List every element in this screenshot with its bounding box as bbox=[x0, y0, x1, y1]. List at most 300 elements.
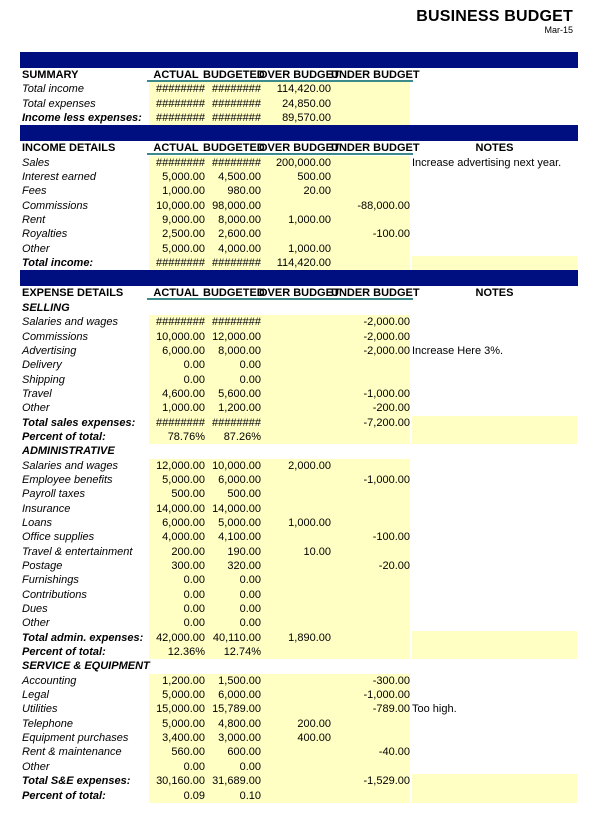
cell-under-budget[interactable]: -300.00 bbox=[331, 674, 410, 688]
cell-under-budget[interactable] bbox=[331, 789, 410, 803]
cell-actual[interactable]: 0.00 bbox=[149, 760, 205, 774]
row-label: Contributions bbox=[22, 588, 87, 601]
cell-over-budget[interactable]: 10.00 bbox=[261, 545, 331, 559]
row-label: Advertising bbox=[22, 344, 77, 357]
cell-under-budget[interactable] bbox=[331, 545, 410, 559]
cell-budgeted[interactable]: ######## bbox=[205, 156, 261, 170]
cell-budgeted[interactable]: 0.00 bbox=[205, 373, 261, 387]
subsection-heading-row bbox=[20, 659, 578, 673]
col-actual-header: ACTUAL bbox=[147, 68, 205, 82]
cell-note[interactable] bbox=[412, 588, 577, 602]
cell-under-budget[interactable] bbox=[331, 97, 410, 111]
column-header-row bbox=[20, 68, 578, 82]
row-label: Percent of total: bbox=[22, 789, 106, 802]
table-row bbox=[20, 559, 578, 573]
table-row bbox=[20, 373, 578, 387]
row-label: Income less expenses: bbox=[22, 112, 142, 125]
cell-actual[interactable]: 0.09 bbox=[149, 789, 205, 803]
cell-over-budget[interactable] bbox=[261, 688, 331, 702]
cell-note[interactable] bbox=[412, 416, 577, 430]
cell-note[interactable] bbox=[412, 530, 577, 544]
cell-over-budget[interactable] bbox=[261, 358, 331, 372]
cell-budgeted[interactable]: 5,000.00 bbox=[205, 516, 261, 530]
cell-budgeted[interactable]: 4,100.00 bbox=[205, 530, 261, 544]
cell-note[interactable] bbox=[412, 373, 577, 387]
cell-note[interactable] bbox=[412, 502, 577, 516]
cell-budgeted[interactable]: 1,200.00 bbox=[205, 401, 261, 415]
cell-note[interactable] bbox=[412, 789, 577, 803]
cell-over-budget[interactable]: 500.00 bbox=[261, 170, 331, 184]
cell-actual[interactable]: 5,000.00 bbox=[149, 170, 205, 184]
cell-note[interactable] bbox=[412, 645, 577, 659]
cell-actual[interactable]: 1,000.00 bbox=[149, 401, 205, 415]
cell-under-budget[interactable]: -789.00 bbox=[331, 702, 410, 716]
cell-under-budget[interactable]: -7,200.00 bbox=[331, 416, 410, 430]
cell-actual[interactable]: 300.00 bbox=[149, 559, 205, 573]
cell-over-budget[interactable]: 400.00 bbox=[261, 731, 331, 745]
row-label: Utilities bbox=[22, 703, 58, 716]
cell-under-budget[interactable]: -100.00 bbox=[331, 530, 410, 544]
total-row bbox=[20, 256, 578, 270]
cell-actual[interactable]: 1,000.00 bbox=[149, 184, 205, 198]
cell-over-budget[interactable] bbox=[261, 702, 331, 716]
cell-actual[interactable]: 0.00 bbox=[149, 602, 205, 616]
cell-actual[interactable]: 0.00 bbox=[149, 588, 205, 602]
cell-actual[interactable]: 0.00 bbox=[149, 573, 205, 587]
cell-over-budget[interactable] bbox=[261, 227, 331, 241]
cell-under-budget[interactable]: -2,000.00 bbox=[331, 315, 410, 329]
cell-budgeted[interactable]: 0.00 bbox=[205, 588, 261, 602]
cell-over-budget[interactable] bbox=[261, 344, 331, 358]
cell-over-budget[interactable] bbox=[261, 401, 331, 415]
cell-note[interactable] bbox=[412, 760, 577, 774]
cell-actual[interactable]: ######## bbox=[149, 416, 205, 430]
col-actual-header: ACTUAL bbox=[147, 286, 205, 300]
row-label: Total sales expenses: bbox=[22, 416, 136, 429]
cell-actual[interactable]: 0.00 bbox=[149, 373, 205, 387]
cell-over-budget[interactable] bbox=[261, 645, 331, 659]
table-row bbox=[20, 199, 578, 213]
row-label: Royalties bbox=[22, 228, 68, 241]
section-heading: EXPENSE DETAILS bbox=[22, 287, 124, 300]
cell-actual[interactable]: 10,000.00 bbox=[149, 330, 205, 344]
row-label: Other bbox=[22, 402, 50, 415]
row-label: Sales bbox=[22, 156, 50, 169]
cell-note[interactable] bbox=[412, 184, 577, 198]
cell-under-budget[interactable] bbox=[331, 645, 410, 659]
cell-budgeted[interactable]: 8,000.00 bbox=[205, 344, 261, 358]
cell-over-budget[interactable] bbox=[261, 530, 331, 544]
cell-under-budget[interactable] bbox=[331, 213, 410, 227]
row-label: Salaries and wages bbox=[22, 459, 119, 472]
cell-over-budget[interactable] bbox=[261, 602, 331, 616]
cell-under-budget[interactable] bbox=[331, 760, 410, 774]
cell-actual[interactable]: 3,400.00 bbox=[149, 731, 205, 745]
col-under-budget-header: UNDER BUDGET bbox=[331, 287, 420, 300]
cell-budgeted[interactable]: 40,110.00 bbox=[205, 631, 261, 645]
page-title: BUSINESS BUDGET bbox=[416, 8, 573, 25]
cell-over-budget[interactable] bbox=[261, 559, 331, 573]
cell-note[interactable] bbox=[412, 717, 577, 731]
cell-actual[interactable]: 5,000.00 bbox=[149, 688, 205, 702]
cell-note[interactable] bbox=[412, 199, 577, 213]
cell-under-budget[interactable]: -1,000.00 bbox=[331, 688, 410, 702]
table-row bbox=[20, 545, 578, 559]
cell-over-budget[interactable]: 114,420.00 bbox=[261, 256, 331, 270]
row-label: Rent & maintenance bbox=[22, 746, 122, 759]
cell-note[interactable]: Increase Here 3%. bbox=[412, 344, 504, 357]
cell-over-budget[interactable] bbox=[261, 674, 331, 688]
cell-budgeted[interactable]: 0.00 bbox=[205, 760, 261, 774]
table-row bbox=[20, 702, 578, 716]
cell-under-budget[interactable] bbox=[331, 184, 410, 198]
row-label: Insurance bbox=[22, 502, 71, 515]
cell-note[interactable] bbox=[412, 213, 577, 227]
date-label: Mar-15 bbox=[544, 25, 573, 35]
cell-actual[interactable]: 500.00 bbox=[149, 487, 205, 501]
section-heading: INCOME DETAILS bbox=[22, 142, 116, 155]
cell-budgeted[interactable]: 12.74% bbox=[205, 645, 261, 659]
cell-over-budget[interactable] bbox=[261, 616, 331, 630]
row-label: Legal bbox=[22, 689, 49, 702]
cell-actual[interactable]: 9,000.00 bbox=[149, 213, 205, 227]
cell-under-budget[interactable]: -40.00 bbox=[331, 745, 410, 759]
cell-over-budget[interactable] bbox=[261, 789, 331, 803]
cell-budgeted[interactable]: ######## bbox=[205, 82, 261, 96]
col-budgeted-header: BUDGETED bbox=[203, 287, 265, 300]
cell-budgeted[interactable]: 0.00 bbox=[205, 358, 261, 372]
cell-note[interactable] bbox=[412, 315, 577, 329]
cell-actual[interactable]: 14,000.00 bbox=[149, 502, 205, 516]
cell-budgeted[interactable]: 15,789.00 bbox=[205, 702, 261, 716]
cell-actual[interactable]: 5,000.00 bbox=[149, 473, 205, 487]
subsection-heading: ADMINISTRATIVE bbox=[22, 445, 115, 458]
cell-under-budget[interactable] bbox=[331, 373, 410, 387]
cell-actual[interactable]: 2,500.00 bbox=[149, 227, 205, 241]
cell-under-budget[interactable] bbox=[331, 242, 410, 256]
cell-over-budget[interactable] bbox=[261, 473, 331, 487]
cell-actual[interactable]: 12,000.00 bbox=[149, 459, 205, 473]
cell-actual[interactable]: 10,000.00 bbox=[149, 199, 205, 213]
subsection-heading: SELLING bbox=[22, 301, 70, 314]
cell-budgeted[interactable]: 8,000.00 bbox=[205, 213, 261, 227]
cell-actual[interactable]: 12.36% bbox=[149, 645, 205, 659]
cell-over-budget[interactable] bbox=[261, 430, 331, 444]
cell-actual[interactable]: 0.00 bbox=[149, 616, 205, 630]
table-row bbox=[20, 170, 578, 184]
cell-over-budget[interactable] bbox=[261, 573, 331, 587]
cell-budgeted[interactable]: 3,000.00 bbox=[205, 731, 261, 745]
cell-under-budget[interactable] bbox=[331, 111, 410, 125]
cell-under-budget[interactable] bbox=[331, 502, 410, 516]
cell-over-budget[interactable] bbox=[261, 373, 331, 387]
cell-actual[interactable]: 0.00 bbox=[149, 358, 205, 372]
row-label: Delivery bbox=[22, 359, 62, 372]
cell-under-budget[interactable] bbox=[331, 156, 410, 170]
row-label: Commissions bbox=[22, 330, 89, 343]
cell-over-budget[interactable]: 1,000.00 bbox=[261, 242, 331, 256]
row-label: Total income: bbox=[22, 257, 94, 270]
cell-note[interactable] bbox=[412, 573, 577, 587]
section-heading: SUMMARY bbox=[22, 69, 79, 81]
cell-under-budget[interactable] bbox=[331, 459, 410, 473]
cell-actual[interactable]: ######## bbox=[149, 256, 205, 270]
cell-over-budget[interactable] bbox=[261, 487, 331, 501]
row-label: Fees bbox=[22, 185, 47, 198]
cell-over-budget[interactable] bbox=[261, 330, 331, 344]
table-row bbox=[20, 473, 578, 487]
row-label: Other bbox=[22, 242, 50, 255]
cell-actual[interactable]: ######## bbox=[149, 315, 205, 329]
table-row bbox=[20, 573, 578, 587]
table-row bbox=[20, 487, 578, 501]
cell-budgeted[interactable]: ######## bbox=[205, 97, 261, 111]
cell-over-budget[interactable]: 20.00 bbox=[261, 184, 331, 198]
cell-budgeted[interactable]: 0.00 bbox=[205, 573, 261, 587]
col-budgeted-header: BUDGETED bbox=[203, 69, 265, 81]
cell-under-budget[interactable] bbox=[331, 602, 410, 616]
row-label: Travel bbox=[22, 387, 52, 400]
cell-under-budget[interactable]: -2,000.00 bbox=[331, 344, 410, 358]
cell-over-budget[interactable] bbox=[261, 416, 331, 430]
cell-under-budget[interactable] bbox=[331, 358, 410, 372]
cell-actual[interactable]: 5,000.00 bbox=[149, 717, 205, 731]
cell-actual[interactable]: 560.00 bbox=[149, 745, 205, 759]
table-row bbox=[20, 745, 578, 759]
table-row bbox=[20, 82, 578, 96]
cell-under-budget[interactable]: -88,000.00 bbox=[331, 199, 410, 213]
cell-note[interactable] bbox=[412, 616, 577, 630]
cell-actual[interactable]: 4,600.00 bbox=[149, 387, 205, 401]
col-notes-header: NOTES bbox=[475, 287, 514, 300]
cell-note[interactable] bbox=[412, 330, 577, 344]
cell-note[interactable] bbox=[412, 559, 577, 573]
cell-budgeted[interactable]: 500.00 bbox=[205, 487, 261, 501]
col-actual-header: ACTUAL bbox=[147, 141, 205, 155]
cell-budgeted[interactable]: 1,500.00 bbox=[205, 674, 261, 688]
col-budgeted-header: BUDGETED bbox=[203, 142, 265, 155]
table-row bbox=[20, 760, 578, 774]
cell-over-budget[interactable] bbox=[261, 774, 331, 788]
cell-under-budget[interactable] bbox=[331, 170, 410, 184]
cell-over-budget[interactable]: 2,000.00 bbox=[261, 459, 331, 473]
subsection-heading-row bbox=[20, 301, 578, 315]
cell-note[interactable] bbox=[412, 227, 577, 241]
budget-sheet bbox=[20, 52, 578, 803]
cell-budgeted[interactable]: 4,800.00 bbox=[205, 717, 261, 731]
cell-over-budget[interactable] bbox=[261, 502, 331, 516]
cell-under-budget[interactable]: -20.00 bbox=[331, 559, 410, 573]
cell-note[interactable] bbox=[412, 487, 577, 501]
cell-budgeted[interactable]: 12,000.00 bbox=[205, 330, 261, 344]
cell-note[interactable] bbox=[412, 387, 577, 401]
section-band bbox=[20, 52, 578, 68]
cell-budgeted[interactable]: 6,000.00 bbox=[205, 688, 261, 702]
cell-actual[interactable]: 1,200.00 bbox=[149, 674, 205, 688]
cell-under-budget[interactable] bbox=[331, 731, 410, 745]
cell-actual[interactable]: ######## bbox=[149, 97, 205, 111]
row-label: Total expenses bbox=[22, 97, 96, 110]
table-row bbox=[20, 616, 578, 630]
cell-budgeted[interactable]: 4,500.00 bbox=[205, 170, 261, 184]
column-header-row bbox=[20, 286, 578, 300]
cell-budgeted[interactable]: 0.00 bbox=[205, 602, 261, 616]
col-over-budget-header: OVER BUDGET bbox=[259, 69, 340, 81]
cell-note[interactable] bbox=[412, 545, 577, 559]
cell-over-budget[interactable] bbox=[261, 760, 331, 774]
cell-under-budget[interactable]: -1,000.00 bbox=[331, 473, 410, 487]
cell-note[interactable] bbox=[412, 602, 577, 616]
cell-over-budget[interactable]: 24,850.00 bbox=[261, 97, 331, 111]
row-label: Other bbox=[22, 617, 50, 630]
cell-actual[interactable]: 78.76% bbox=[149, 430, 205, 444]
cell-budgeted[interactable]: 190.00 bbox=[205, 545, 261, 559]
cell-under-budget[interactable]: -100.00 bbox=[331, 227, 410, 241]
row-label: Employee benefits bbox=[22, 473, 113, 486]
cell-note[interactable]: Too high. bbox=[412, 703, 457, 716]
cell-under-budget[interactable] bbox=[331, 430, 410, 444]
cell-note[interactable] bbox=[412, 688, 577, 702]
table-row bbox=[20, 387, 578, 401]
table-row bbox=[20, 688, 578, 702]
row-label: Equipment purchases bbox=[22, 732, 129, 745]
cell-over-budget[interactable] bbox=[261, 745, 331, 759]
cell-actual[interactable]: 200.00 bbox=[149, 545, 205, 559]
cell-budgeted[interactable]: ######## bbox=[205, 111, 261, 125]
column-header-row bbox=[20, 141, 578, 155]
cell-note[interactable] bbox=[412, 731, 577, 745]
cell-under-budget[interactable]: -2,000.00 bbox=[331, 330, 410, 344]
cell-under-budget[interactable]: -1,529.00 bbox=[331, 774, 410, 788]
cell-actual[interactable]: 15,000.00 bbox=[149, 702, 205, 716]
cell-over-budget[interactable] bbox=[261, 315, 331, 329]
cell-under-budget[interactable] bbox=[331, 588, 410, 602]
cell-under-budget[interactable]: -200.00 bbox=[331, 401, 410, 415]
table-row bbox=[20, 111, 578, 125]
subsection-heading-row bbox=[20, 444, 578, 458]
cell-note[interactable] bbox=[412, 674, 577, 688]
cell-budgeted[interactable]: ######## bbox=[205, 256, 261, 270]
cell-actual[interactable]: 6,000.00 bbox=[149, 344, 205, 358]
cell-under-budget[interactable] bbox=[331, 717, 410, 731]
cell-budgeted[interactable]: 5,600.00 bbox=[205, 387, 261, 401]
cell-over-budget[interactable] bbox=[261, 588, 331, 602]
cell-over-budget[interactable]: 89,570.00 bbox=[261, 111, 331, 125]
cell-note[interactable] bbox=[412, 430, 577, 444]
cell-budgeted[interactable]: 10,000.00 bbox=[205, 459, 261, 473]
table-row bbox=[20, 588, 578, 602]
cell-budgeted[interactable]: 6,000.00 bbox=[205, 473, 261, 487]
cell-note[interactable] bbox=[412, 242, 577, 256]
cell-over-budget[interactable]: 200.00 bbox=[261, 717, 331, 731]
cell-actual[interactable]: ######## bbox=[149, 82, 205, 96]
table-row bbox=[20, 530, 578, 544]
row-label: Postage bbox=[22, 560, 63, 572]
cell-note[interactable] bbox=[412, 358, 577, 372]
cell-under-budget[interactable] bbox=[331, 573, 410, 587]
row-label: Office supplies bbox=[22, 531, 95, 544]
cell-under-budget[interactable] bbox=[331, 616, 410, 630]
row-label: Shipping bbox=[22, 373, 65, 386]
cell-over-budget[interactable]: 1,000.00 bbox=[261, 213, 331, 227]
cell-actual[interactable]: 42,000.00 bbox=[149, 631, 205, 645]
cell-over-budget[interactable]: 114,420.00 bbox=[261, 82, 331, 96]
row-label: Percent of total: bbox=[22, 646, 106, 659]
col-notes-header: NOTES bbox=[475, 142, 514, 155]
cell-under-budget[interactable]: -1,000.00 bbox=[331, 387, 410, 401]
cell-over-budget[interactable]: 200,000.00 bbox=[261, 156, 331, 170]
cell-budgeted[interactable]: 980.00 bbox=[205, 184, 261, 198]
cell-actual[interactable]: ######## bbox=[149, 111, 205, 125]
cell-note[interactable] bbox=[412, 774, 577, 788]
total-row bbox=[20, 645, 578, 659]
col-under-budget-header: UNDER BUDGET bbox=[331, 69, 420, 81]
cell-under-budget[interactable] bbox=[331, 487, 410, 501]
table-row bbox=[20, 401, 578, 415]
cell-budgeted[interactable]: 98,000.00 bbox=[205, 199, 261, 213]
total-row bbox=[20, 789, 578, 803]
cell-over-budget[interactable]: 1,890.00 bbox=[261, 631, 331, 645]
cell-actual[interactable]: 5,000.00 bbox=[149, 242, 205, 256]
cell-budgeted[interactable]: 87.26% bbox=[205, 430, 261, 444]
cell-over-budget[interactable] bbox=[261, 199, 331, 213]
total-row bbox=[20, 774, 578, 788]
table-row bbox=[20, 227, 578, 241]
cell-note[interactable] bbox=[412, 516, 577, 530]
cell-budgeted[interactable]: ######## bbox=[205, 416, 261, 430]
cell-budgeted[interactable]: 600.00 bbox=[205, 745, 261, 759]
row-label: Total S&E expenses: bbox=[22, 775, 131, 788]
cell-note[interactable] bbox=[412, 401, 577, 415]
cell-note[interactable] bbox=[412, 170, 577, 184]
table-row bbox=[20, 156, 578, 170]
table-row bbox=[20, 315, 578, 329]
cell-under-budget[interactable] bbox=[331, 516, 410, 530]
table-row bbox=[20, 602, 578, 616]
cell-budgeted[interactable]: 14,000.00 bbox=[205, 502, 261, 516]
table-row bbox=[20, 344, 578, 358]
table-row bbox=[20, 502, 578, 516]
cell-over-budget[interactable] bbox=[261, 387, 331, 401]
cell-under-budget[interactable] bbox=[331, 82, 410, 96]
cell-actual[interactable]: 30,160.00 bbox=[149, 774, 205, 788]
cell-budgeted[interactable]: 0.10 bbox=[205, 789, 261, 803]
row-label: Percent of total: bbox=[22, 430, 106, 443]
cell-note[interactable] bbox=[412, 473, 577, 487]
cell-budgeted[interactable]: 320.00 bbox=[205, 559, 261, 573]
cell-budgeted[interactable]: ######## bbox=[205, 315, 261, 329]
cell-under-budget[interactable] bbox=[331, 631, 410, 645]
cell-note[interactable] bbox=[412, 631, 577, 645]
cell-note[interactable] bbox=[412, 745, 577, 759]
cell-actual[interactable]: 4,000.00 bbox=[149, 530, 205, 544]
cell-budgeted[interactable]: 31,689.00 bbox=[205, 774, 261, 788]
cell-note[interactable]: Increase advertising next year. bbox=[412, 156, 562, 169]
cell-budgeted[interactable]: 4,000.00 bbox=[205, 242, 261, 256]
cell-under-budget[interactable] bbox=[331, 256, 410, 270]
row-label: Commissions bbox=[22, 199, 89, 212]
cell-actual[interactable]: 6,000.00 bbox=[149, 516, 205, 530]
row-label: Rent bbox=[22, 214, 46, 227]
cell-budgeted[interactable]: 2,600.00 bbox=[205, 227, 261, 241]
cell-actual[interactable]: ######## bbox=[149, 156, 205, 170]
row-label: Salaries and wages bbox=[22, 316, 119, 329]
table-row bbox=[20, 358, 578, 372]
cell-note[interactable] bbox=[412, 256, 577, 270]
cell-note[interactable] bbox=[412, 459, 577, 473]
cell-budgeted[interactable]: 0.00 bbox=[205, 616, 261, 630]
cell-over-budget[interactable]: 1,000.00 bbox=[261, 516, 331, 530]
